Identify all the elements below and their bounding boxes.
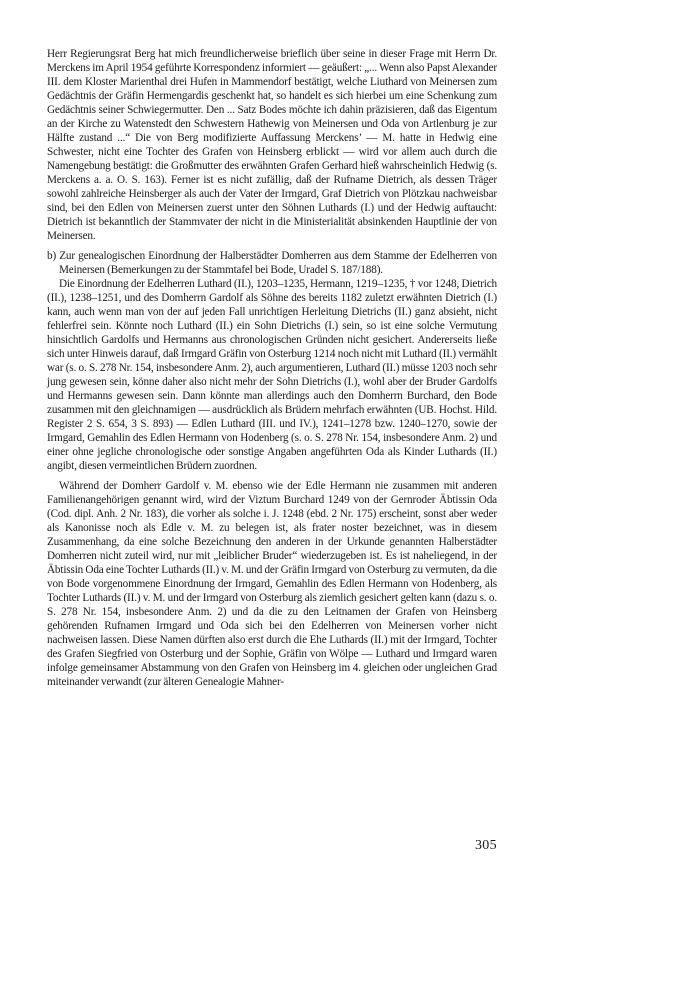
paragraph-4: Während der Domherr Gardolf v. M. ebenso wie der Edle Hermann nie zusammen mit anderen Familienangehörigen genannt wird, wird der Viztum Burchard 1249 von der Gernroder Äbtissin Oda (Cod. dipl. Anh. 2 Nr. 183), die vorher als solche i. J. 1248 (ebd. 2 Nr. 175) erscheint, sonst aber weder als Kanonisse noch als Edle v. M. zu belegen ist, als frater noster bezeichnet, was in diesem Zusammenhang, da eine solche Bezeichnung den anderen in der Urkunde genannten Halberstädter Domherren nicht zuteil wird, nur mit „leiblicher Bruder“ wiederzugeben ist. Es ist naheliegend, in der Äbtissin Oda eine Tochter Luthards (II.) v. M. und der Gräfin Irmgard von Osterburg zu vermuten, da die von Bode vorgenommene Einordnung der Irmgard, Gemahlin des Edlen Hermann von Hodenberg, als Tochter Luthards (II.) v. M. und der Irmgard von Osterburg als ziemlich gesichert gelten kann (dazu s. o. S. 278 Nr. 154, insbesondere Anm. 2) und da die zu den Leitnamen der Grafen von Heinsberg gehörenden Rufnamen Irmgard und Oda sich bei den Edelherren von Meinersen vorher nicht nachweisen lassen. Diese Namen dürften also erst durch die Ehe Luthards (II.) mit der Irmgard, Tochter des Grafen Siegfried von Osterburg und der Sophie, Gräfin von Wölpe — Luthard und Irmgard waren infolge gemeinsamer Abstammung von den Grafen von Heinsberg im 4. gleichen oder ungleichen Grad miteinander verwandt (zur älteren Genealogie Mahner- [47, 480, 497, 688]
body-text [47, 47, 497, 689]
page-number: 305 [475, 838, 497, 853]
paragraph-2-heading: b) Zur genealogischen Einordnung der Halberstädter Domherren aus dem Stamme der Edelherren von Meinersen (Bemerkungen zu der Stammtafel bei Bode, Uradel S. 187/188). [47, 250, 497, 276]
paragraph-1: Herr Regierungsrat Berg hat mich freundlicherweise brieflich über seine in dieser Frage mit Herrn Dr. Merckens im April 1954 geführte Korrespondenz informiert — geäußert: „... Wenn also Papst Alexander III. dem Kloster Marienthal drei Hufen in Mammendorf bestätigt, welche Liuthard von Meinersen zum Gedächtnis der Gräfin Hermengardis geschenkt hat, so handelt es sich hierbei um eine Schenkung zum Gedächtnis seiner Schwiegermutter. Den ... Satz Bodes möchte ich dahin präzisieren, daß das Eigentum an der Kirche zu Watenstedt den Schwestern Hathewig von Meinersen und Oda von Artlenburg je zur Hälfte zustand ...“ Die von Berg modifizierte Auffassung Merckens’ — M. hatte in Hedwig eine Schwester, nicht eine Tochter des Grafen von Heinsberg erblickt — wird vor allem auch durch die Namengebung bestätigt: die Großmutter des erwähnten Grafen Gerhard hieß wahrscheinlich Hedwig (s. Merckens a. a. O. S. 163). Ferner ist es nicht zufällig, daß der Rufname Dietrich, als dessen Träger sowohl zahlreiche Heinsberger als auch der Vater der Irmgard, Graf Dietrich von Plötzkau nachweisbar sind, bei den Edlen von Meinersen zuerst unter den Söhnen Luthards (I.) und der Hedwig auftaucht: Dietrich ist bekanntlich der Stammvater der nicht in die Ministerialität absinkenden Hauptlinie der von Meinersen. [47, 48, 497, 242]
paragraph-3: Die Einordnung der Edelherren Luthard (II.), 1203–1235, Hermann, 1219–1235, † vor 1248, Dietrich (II.), 1238–1251, und des Domherrn Gardolf als Söhne des bereits 1182 zuletzt erwähnten Dietrich (I.) kann, auch wenn man von der auf jeden Fall unrichtigen Herleitung Dietrichs (II.) ganz absieht, nicht fehlerfrei sein. Könnte noch Luthard (II.) ein Sohn Dietrichs (I.) sein, so ist eine solche Vermutung hinsichtlich Gardolfs und Hermanns aus chronologischen Gründen nicht gesichert. Andererseits ließe sich unter Hinweis darauf, daß Irmgard Gräfin von Osterburg 1214 noch nicht mit Luthard (II.) vermählt war (s. o. S. 278 Nr. 154, insbesondere Anm. 2), auch argumentieren, Luthard (II.) müsse 1203 noch sehr jung gewesen sein, könne daher also nicht mehr der Sohn Dietrichs (I.), wohl aber der Bruder Gardolfs und Hermanns gewesen sein. Dann könnte man allerdings auch den Domherrn Burchard, den Bode zusammen mit den gleichnamigen — ausdrücklich als Brüdern mehrfach erwähnten (UB. Hochst. Hild. Register 2 S. 654, 3 S. 893) — Edlen Luthard (III. und IV.), 1241–1278 bzw. 1240–1270, sowie der Irmgard, Gemahlin des Edlen Hermann von Hodenberg (s. o. S. 278 Nr. 154, insbesondere Anm. 2) und einer ohne jegliche chronologische oder sonstige Angaben angeführten Oda als Kinder Luthards (II.) angibt, diesen vermeintlichen Brüdern zuordnen. [47, 278, 497, 472]
